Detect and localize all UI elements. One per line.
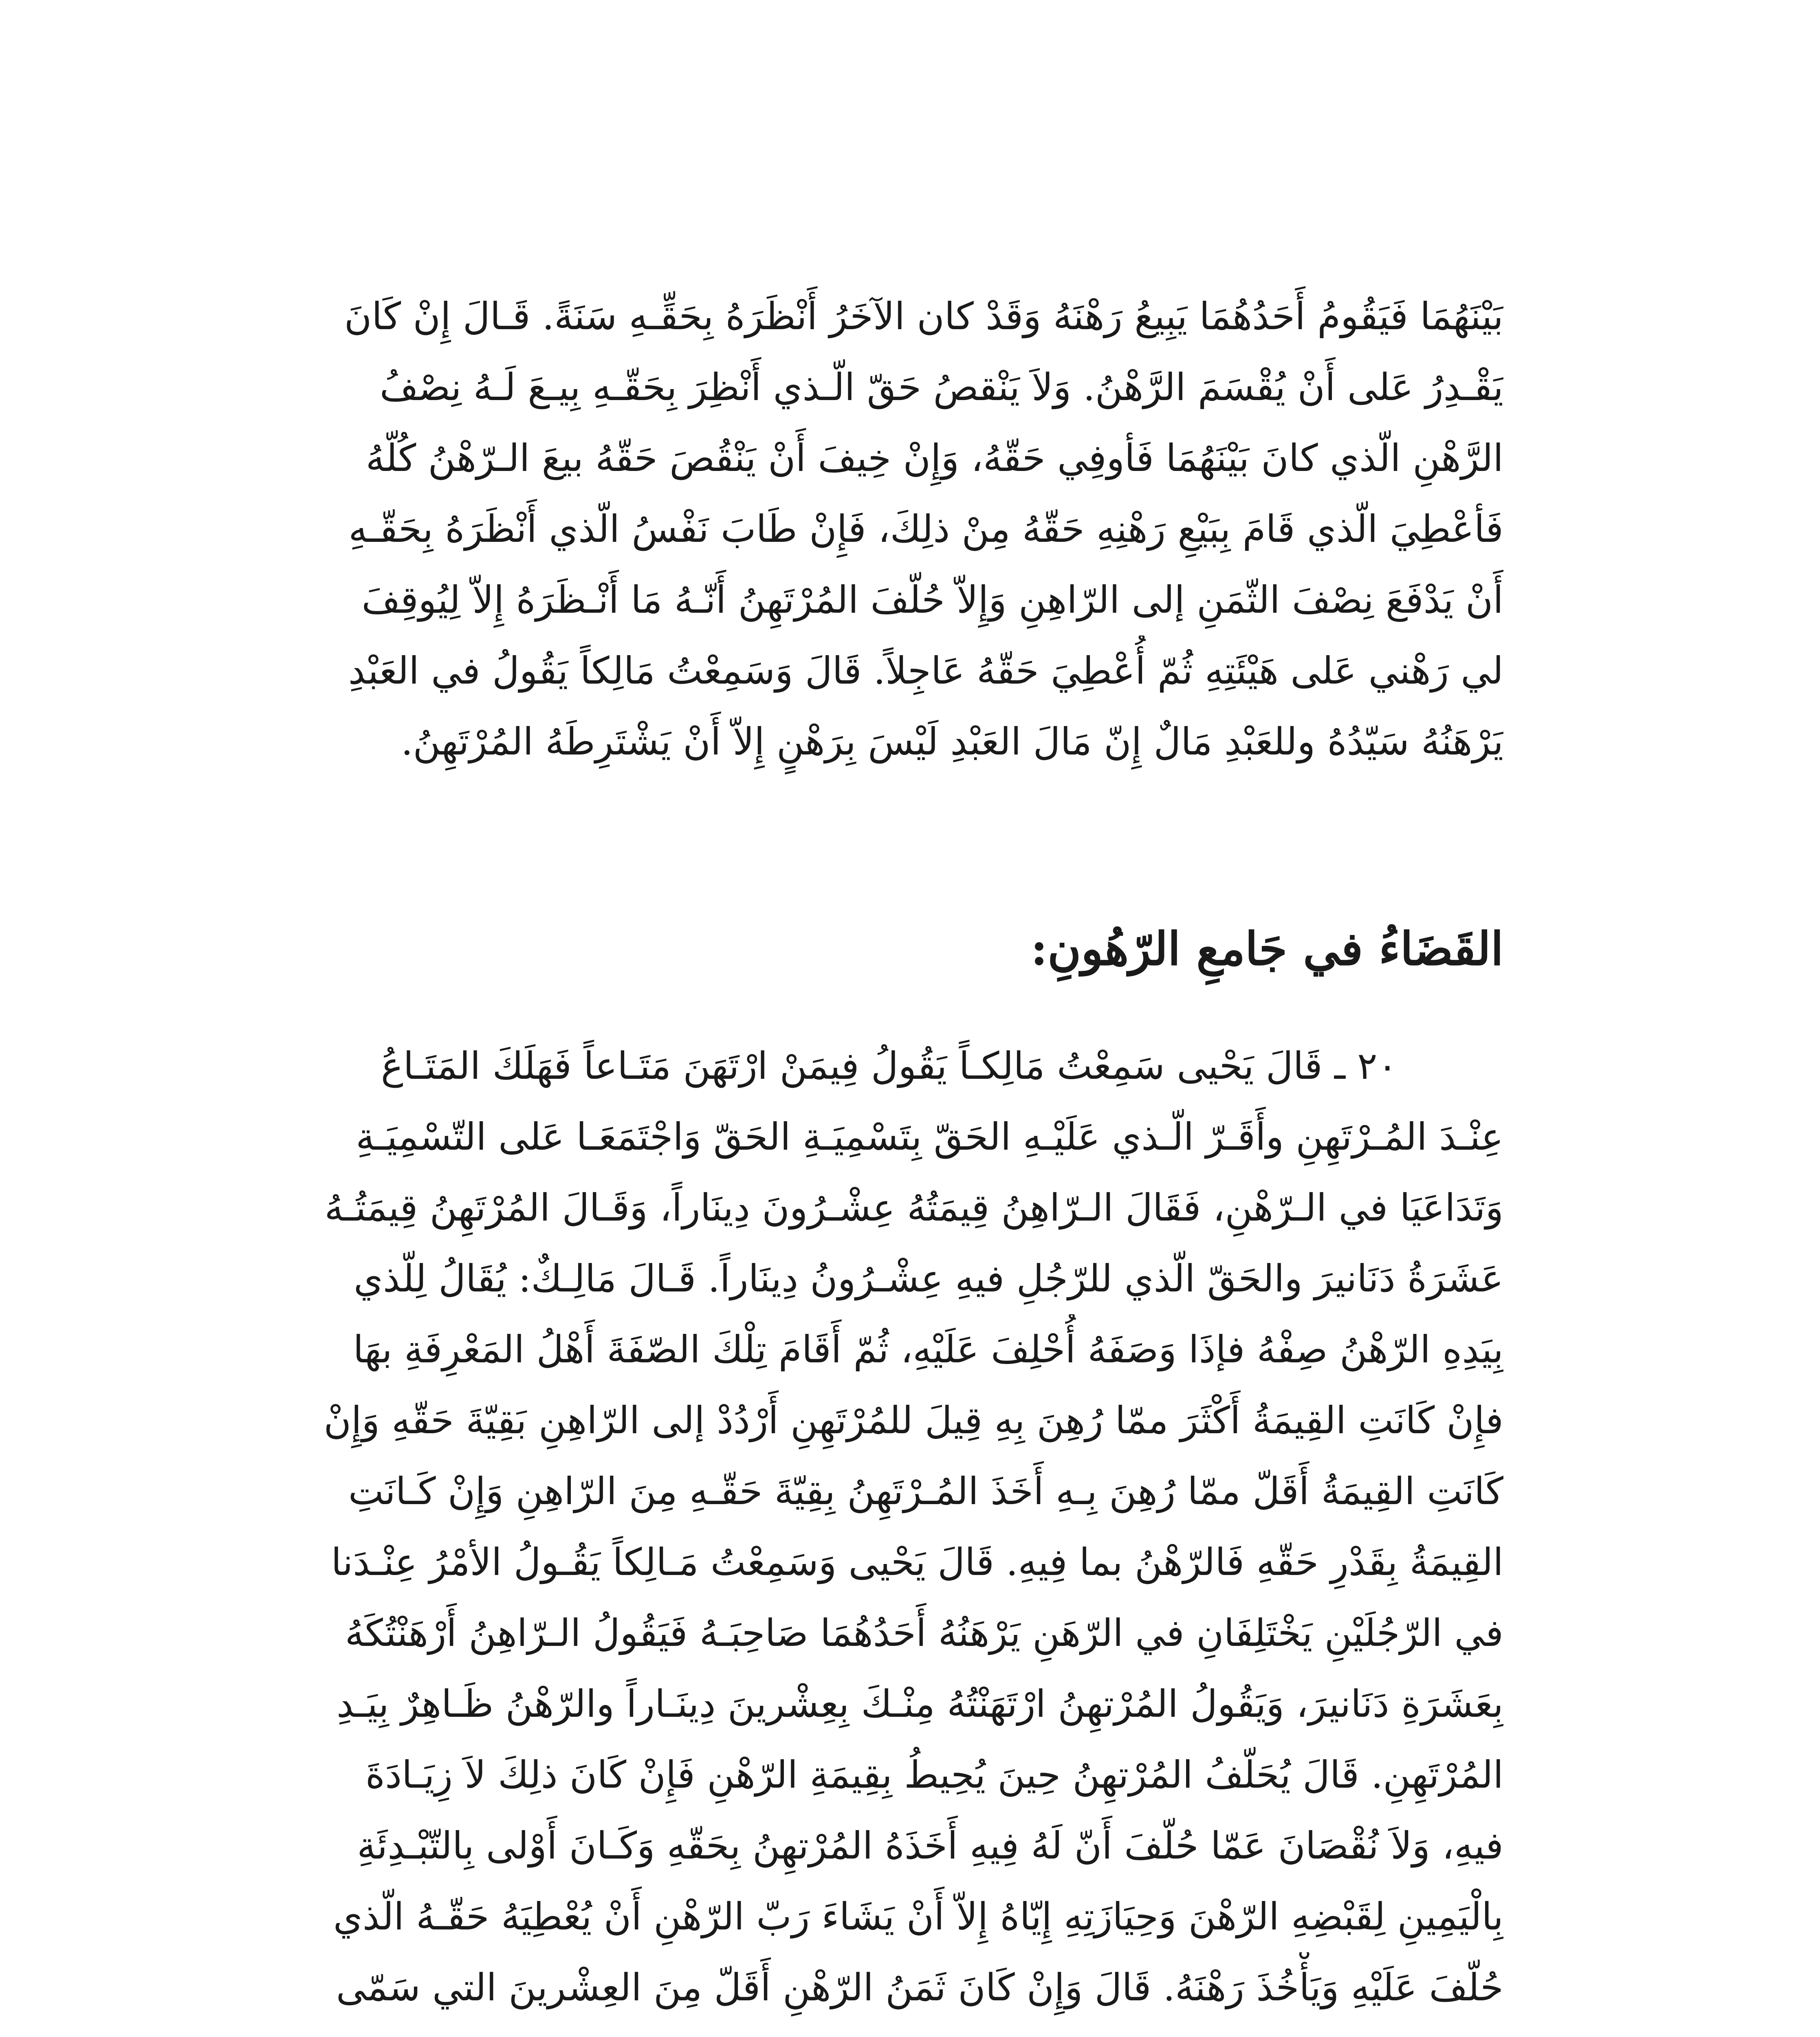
text-line: وَتَدَاعَيَا في الـرّهْنِ، فَقَالَ الـرّاهِنُ قِيمَتُهُ عِشْـرُونَ دِينَاراً، وَقَـالَ المُرْتَهِنُ قِيمَتُـهُ [324,1186,1503,1230]
text-line: أَنْ يَدْفَعَ نِصْفَ الثّمَنِ إلى الرّاهِنِ وَإِلاّ حُلّفَ المُرْتَهِنُ أَنّـهُ مَا أَنْـظَرَهُ إِلاّ لِيُوقِفَ [361,578,1503,622]
text-line: كَانَتِ القِيمَةُ أَقَلّ ممّا رُهِنَ بِـهِ أَخَذَ المُـرْتَهِنُ بِقِيّةَ حَقّـهِ مِنَ الرّاهِنِ وَإِنْ كَـانَتِ [348,1469,1503,1513]
text-line: يَقْـدِرُ عَلى أَنْ يُقْسَمَ الرَّهْنُ. وَلاَ يَنْقصُ حَقّ الّـذي أَنْظِرَ بِحَقّـهِ بِيـعَ لَـهُ نِصْفُ [379,365,1503,409]
text-line: يَرْهَنُهُ سَيّدُهُ وللعَبْدِ مَالٌ إِنّ مَالَ العَبْدِ لَيْسَ بِرَهْنٍ إِلاّ أَنْ يَشْتَرِطَهُ المُرْتَهِنُ. [401,720,1503,763]
text-line: عِنْـدَ المُـرْتَهِنِ وأَقَـرّ الّـذي عَلَيْـهِ الحَقّ بِتَسْمِيَـةِ الحَقّ وَاجْتَمَعَـا عَلى التّسْمِيَـةِ [356,1115,1503,1159]
text-line: في الرّجُلَيْنِ يَخْتَلِفَانِ في الرّهَنِ يَرْهَنُهُ أَحَدُهُمَا صَاحِبَـهُ فَيَقُولُ الـرّاهِنُ أَرْهَنْتُكَهُ [345,1611,1503,1655]
text-line: بِالْيَمِينِ لِقَبْضِهِ الرّهْنَ وَحِيَازَتِهِ إِيّاهُ إِلاّ أَنْ يَشَاءَ رَبّ الرّهْنِ أَنْ يُعْطِيَهُ حَقّـهُ الّذي [333,1895,1503,1938]
text-line: لي رَهْني عَلى هَيْئَتِهِ ثُمّ أُعْطِيَ حَقّهُ عَاجِلاً. قَالَ وَسَمِعْتُ مَالِكاً يَقُولُ في العَبْدِ [348,649,1503,693]
text-line: ٢٠ ـ قَالَ يَحْيى سَمِعْتُ مَالِكـاً يَقُولُ فِيمَنْ ارْتَهَنَ مَتَـاعاً فَهَلَكَ المَتَـاعُ [381,1044,1397,1088]
text-line: فَأعْطِيَ الّذي قَامَ بِبَيْعِ رَهْنِهِ حَقّهُ مِنْ ذلِكَ، فَإِنْ طَابَ نَفْسُ الّذي أَنْظَرَهُ بِحَقّـهِ [348,507,1503,551]
text-line: بَيْنَهُمَا فَيَقُومُ أَحَدُهُمَا يَبِيعُ رَهْنَهُ وَقَدْ كان الآخَرُ أَنْظَرَهُ بِحَقِّـهِ سَنَةً. قَـالَ إِنْ كَانَ [344,295,1503,338]
text-line: بِيَدِهِ الرّهْنُ صِفْهُ فإذَا وَصَفَهُ أُحْلِفَ عَلَيْهِ، ثُمّ أَقَامَ تِلْكَ الصّفَةَ أَهْلُ المَعْرِفَةِ بهَا [353,1328,1503,1371]
text-line: حُلّفَ عَلَيْهِ وَيَأْخُذَ رَهْنَهُ. قَالَ وَإِنْ كَانَ ثَمَنُ الرّهْنِ أَقَلّ مِنَ العِشْرينَ التي سَمّى [336,1966,1503,2009]
text-line: فإِنْ كَانَتِ القِيمَةُ أَكْثَرَ ممّا رُهِنَ بِهِ قِيلَ للمُرْتَهِنِ أَرْدُدْ إلى الرّاهِنِ بَقِيّةَ حَقّهِ وَإِنْ [324,1399,1503,1442]
text-line: عَشَرَةُ دَنَانيرَ والحَقّ الّذي للرّجُلِ فيهِ عِشْـرُونُ دِينَاراً. قَـالَ مَالِـكٌ: يُقَالُ لِلّذي [354,1257,1503,1300]
text-line: بِعَشَرَةِ دَنَانيرَ، وَيَقُولُ المُرْتهِنُ ارْتَهَنْتُهُ مِنْـكَ بِعِشْرينَ دِينَـاراً والرّهْنُ ظَـاهِرٌ بِيَـدِ [337,1682,1503,1726]
paragraph-continuation [314,281,1503,777]
text-line: الرَّهْنِ الّذي كانَ بَيْنَهُمَا فَأوفِي حَقّهُ، وَإِنْ خِيفَ أَنْ يَنْقُصَ حَقّهُ بيعَ الـرّهْنُ كُلّهُ [365,436,1503,480]
paragraph-main [314,1031,1503,2023]
text-line: القِيمَةُ بِقَدْرِ حَقّهِ فَالرّهْنُ بما فِيهِ. قَالَ يَحْيى وَسَمِعْتُ مَـالِكاً يَقُـولُ الأمْرُ عِنْـدَنا [331,1540,1503,1584]
section-heading: القَضَاءُ في جَامعِ الرّهُونِ: [1030,922,1503,976]
text-line: فيهِ، وَلاَ نُقْصَانَ عَمّا حُلّفَ أَنّ لَهُ فِيهِ أَخَذَهُ المُرْتهِنُ بِحَقّهِ وَكَـانَ أَوْلى بِالتّبْـدِئَةِ [357,1824,1503,1868]
text-line: المُرْتَهِنِ. قَالَ يُحَلّفُ المُرْتهِنُ حِينَ يُحِيطُ بِقِيمَةِ الرّهْنِ فَإِنْ كَانَ ذلِكَ لاَ زِيَـادَةَ [365,1753,1503,1797]
